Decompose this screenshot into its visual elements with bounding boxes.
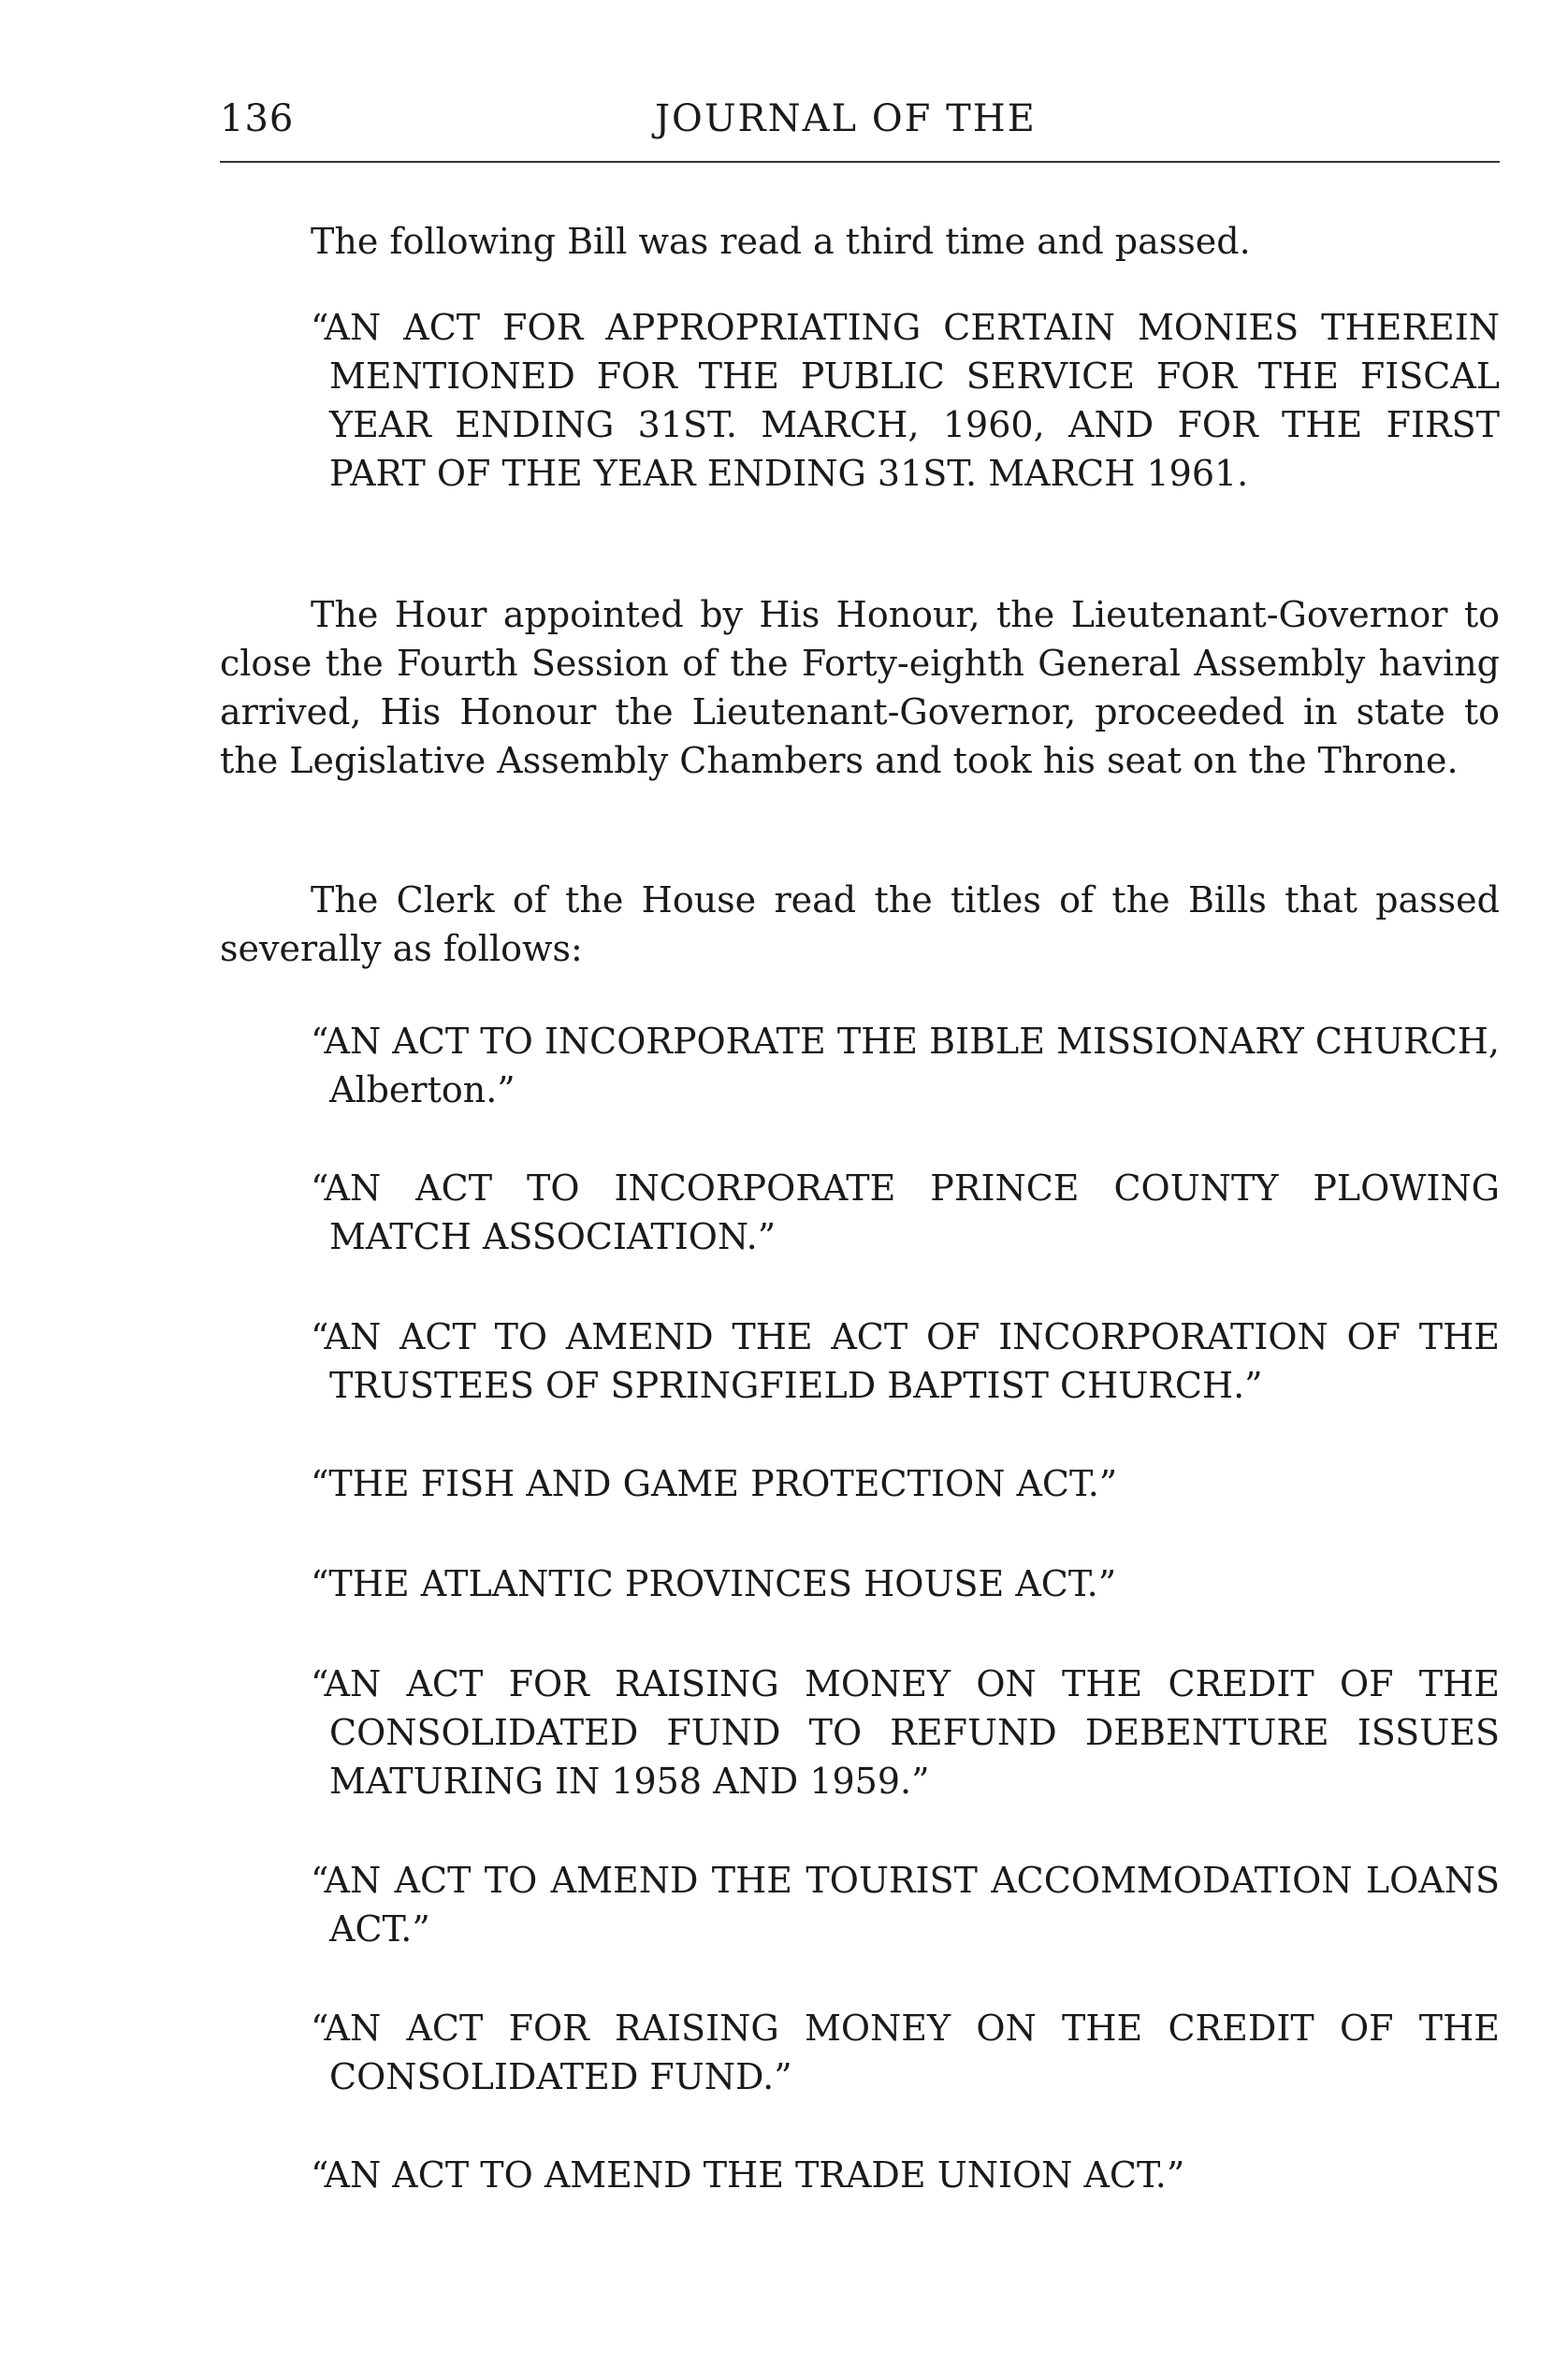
bill-title: “AN ACT FOR RAISING MONEY ON THE CREDIT OF THE CONSOLIDATED FUND.” bbox=[311, 2008, 1500, 2097]
bill-title: “THE ATLANTIC PROVINCES HOUSE ACT.” bbox=[311, 1563, 1117, 1604]
paragraph-session-close: The Hour appointed by His Honour, the Lieutenant-Governor to close the Fourth Session of the Forty-eighth General Assembly having arrived, His Honour the Lieutenant-Governor, proceeded in state to the Legislative Assembly Chambers and took his seat on the Throne. bbox=[220, 594, 1500, 781]
header-rule bbox=[220, 161, 1500, 163]
bill-title: “AN ACT TO AMEND THE TRADE UNION ACT.” bbox=[311, 2154, 1185, 2196]
page-number: 136 bbox=[220, 97, 295, 140]
bill-title: “AN ACT TO INCORPORATE PRINCE COUNTY PLOWING MATCH ASSOCIATION.” bbox=[311, 1167, 1500, 1257]
bill-title: “AN ACT FOR RAISING MONEY ON THE CREDIT OF THE CONSOLIDATED FUND TO REFUND DEBENTURE ISSUES MATURING IN 1958 AND 1959.” bbox=[311, 1663, 1500, 1802]
bill-title: “AN ACT TO AMEND THE TOURIST ACCOMMODATION LOANS ACT.” bbox=[311, 1860, 1500, 1950]
running-head: JOURNAL OF THE bbox=[655, 97, 1037, 140]
bill-title: “AN ACT TO AMEND THE ACT OF INCORPORATION OF THE TRUSTEES OF SPRINGFIELD BAPTIST CHURCH.” bbox=[311, 1316, 1500, 1406]
intro-sentence: The following Bill was read a third time and passed. bbox=[311, 221, 1251, 262]
paragraph-clerk-reading: The Clerk of the House read the titles of the Bills that passed severally as follows: bbox=[220, 879, 1500, 969]
page-header bbox=[220, 97, 1500, 153]
bill-title: “THE FISH AND GAME PROTECTION ACT.” bbox=[311, 1463, 1118, 1504]
bill-title: “AN ACT TO INCORPORATE THE BIBLE MISSIONARY CHURCH, Alberton.” bbox=[311, 1021, 1500, 1110]
appropriation-act-title: “AN ACT FOR APPROPRIATING CERTAIN MONIES THEREIN MENTIONED FOR THE PUBLIC SERVICE FOR THE FISCAL YEAR ENDING 31ST. MARCH, 1960, AND FOR THE FIRST PART OF THE YEAR ENDING 31ST. MARCH 1961. bbox=[311, 307, 1500, 494]
